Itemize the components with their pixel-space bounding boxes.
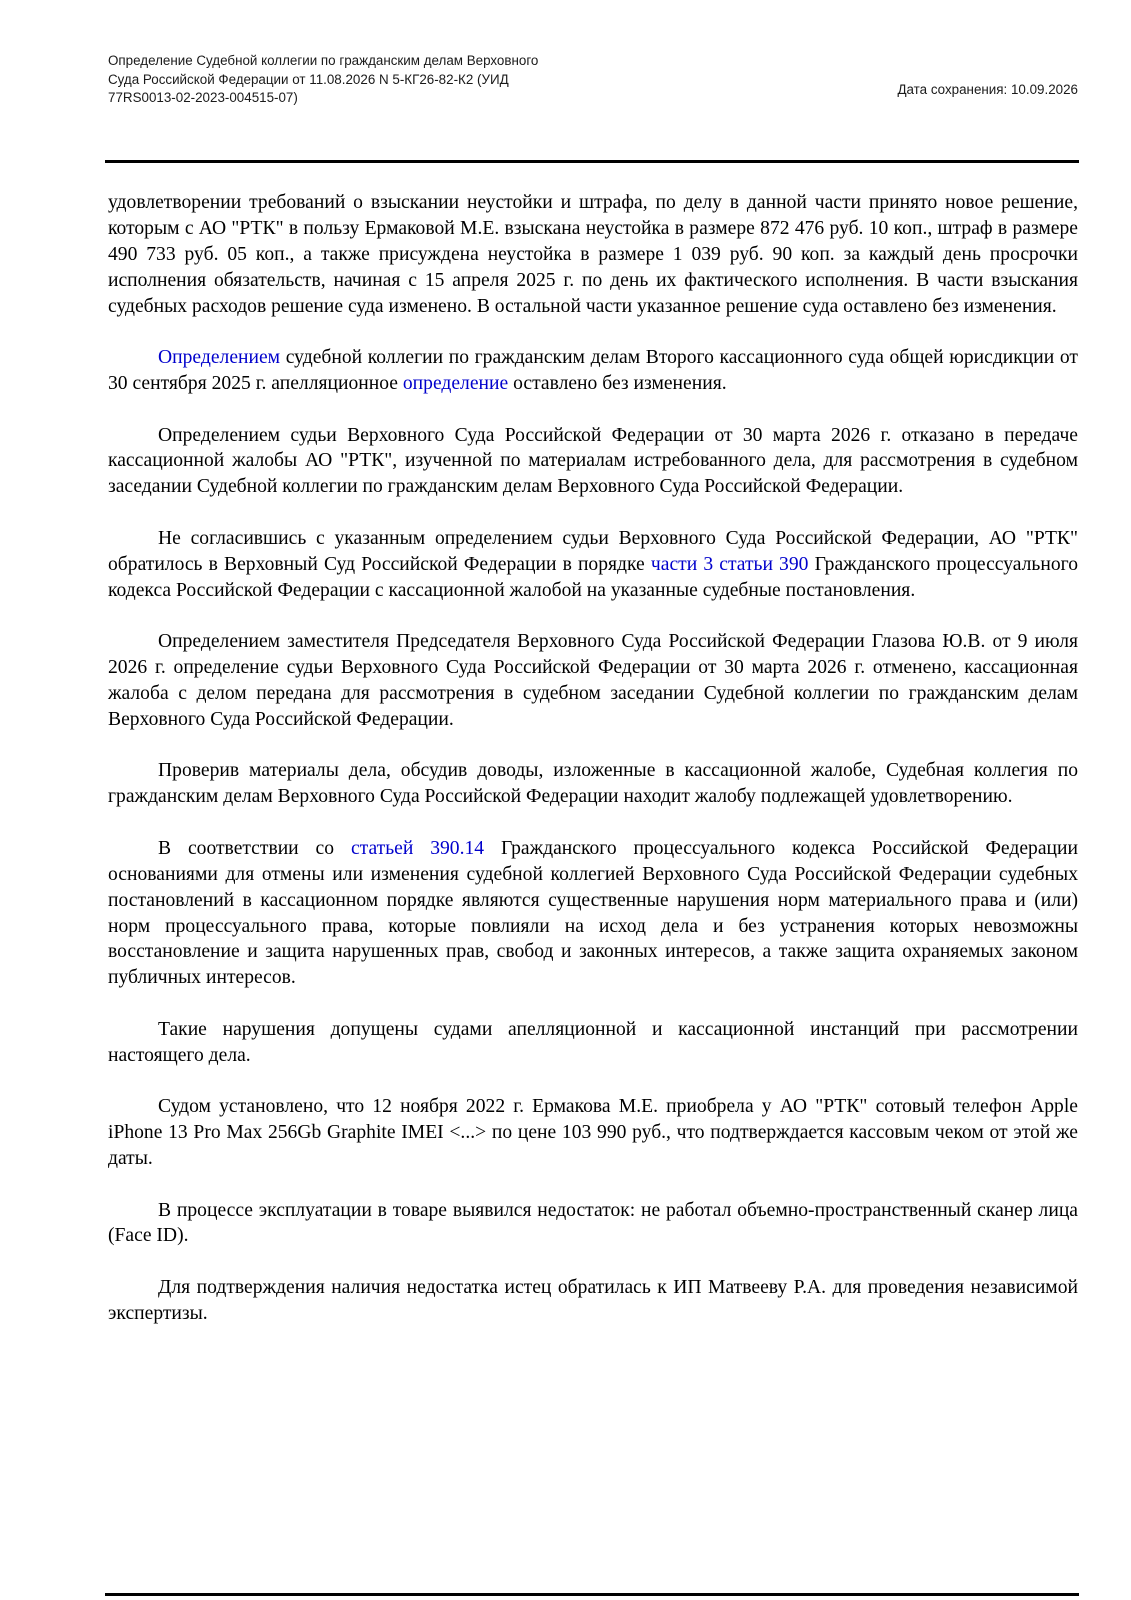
paragraph-text: Гражданского процессуального кодекса Российской Федерации основаниями для отмены или изменения судебной коллегией Верховного Суда Российской Федерации судебных постановлений в кассационном порядке являются существенные нарушения норм материального права и (или) норм процессуального права, которые повлияли на исход дела и без устранения которых невозможны восстановление и защита нарушенных прав, свобод и законных интересов, а также защита охраняемых законом публичных интересов. bbox=[108, 837, 1078, 989]
paragraph-2 bbox=[108, 345, 1078, 397]
link-determination[interactable]: Определением bbox=[158, 347, 281, 369]
document-title-line: 77RS0013-02-2023-004515-07) bbox=[108, 90, 298, 105]
paragraph-5: Определением заместителя Председателя Верховного Суда Российской Федерации Глазова Ю.В. от 9 июля 2026 г. определение судьи Верховного Суда Российской Федерации от 30 марта 2026 г. отменено, кассационная жалоба с делом передана для рассмотрения в судебном заседании Судебной коллегии по гражданским делам Верховного Суда Российской Федерации. bbox=[108, 631, 1078, 730]
link-appeal-determination[interactable]: определение bbox=[402, 373, 509, 395]
paragraph-10: В процессе эксплуатации в товаре выявился недостаток: не работал объемно-пространственный сканер лица (Face ID). bbox=[108, 1199, 1078, 1247]
document-title bbox=[108, 52, 608, 108]
paragraph-8: Такие нарушения допущены судами апелляционной и кассационной инстанций при рассмотрении настоящего дела. bbox=[108, 1018, 1078, 1066]
paragraph-text: В соответствии со bbox=[158, 837, 351, 859]
page-header bbox=[108, 52, 1078, 110]
link-article-390-part-3[interactable]: части 3 статьи 390 bbox=[650, 553, 809, 575]
paragraph-text: судебной коллегии по гражданским делам Второго кассационного суда общей юрисдикции от 30 сентября 2025 г. апелляционное bbox=[108, 347, 1078, 395]
paragraph-1: удовлетворении требований о взыскании неустойки и штрафа, по делу в данной части принято новое решение, которым с АО "РТК" в пользу Ермаковой М.Е. взыскана неустойка в размере 872 476 руб. 10 коп., штраф в размере 490 733 руб. 05 коп., а также присуждена неустойка в размере 1 039 руб. 90 коп. за каждый день просрочки исполнения обязательств, начиная с 15 апреля 2025 г. по день их фактического исполнения. В части взыскания судебных расходов решение суда изменено. В остальной части указанное решение суда оставлено без изменения. bbox=[108, 192, 1078, 317]
paragraph-text: Не согласившись с указанным определением судьи Верховного Суда Российской Федерации, АО "РТК" обратилось в Верховный Суд Российской Федерации в порядке bbox=[108, 527, 1078, 575]
paragraph-7 bbox=[108, 836, 1078, 991]
paragraph-3: Определением судьи Верховного Суда Российской Федерации от 30 марта 2026 г. отказано в передаче кассационной жалобы АО "РТК", изученной по материалам истребованного дела, для рассмотрения в судебном заседании Судебной коллегии по гражданским делам Верховного Суда Российской Федерации. bbox=[108, 424, 1078, 498]
paragraph-6: Проверив материалы дела, обсудив доводы, изложенные в кассационной жалобе, Судебная коллегия по гражданским делам Верховного Суда Российской Федерации находит жалобу подлежащей удовлетворению. bbox=[108, 760, 1078, 808]
document-title-line: Определение Судебной коллегии по гражданским делам Верховного bbox=[108, 53, 539, 68]
paragraph-text: оставлено без изменения. bbox=[508, 373, 727, 395]
document-title-line: Суда Российской Федерации от 11.08.2026 N 5-КГ26-82-К2 (УИД bbox=[108, 71, 509, 87]
paragraph-9: Судом установлено, что 12 ноября 2022 г. Ермакова М.Е. приобрела у АО "РТК" сотовый телефон Apple iPhone 13 Pro Max 256Gb Graphite IMEI <...> по цене 103 990 руб., что подтверждается кассовым чеком от этой же даты. bbox=[108, 1096, 1078, 1170]
paragraph-text: Гражданского процессуального кодекса Российской Федерации с кассационной жалобой на указанные судебные постановления. bbox=[108, 553, 1078, 601]
header-divider bbox=[105, 160, 1079, 163]
save-date: Дата сохранения: 10.09.2026 bbox=[897, 82, 1078, 97]
paragraph-4 bbox=[108, 526, 1078, 604]
footer-divider bbox=[105, 1593, 1079, 1596]
document-body bbox=[108, 190, 1078, 1352]
paragraph-11: Для подтверждения наличия недостатка истец обратилась к ИП Матвееву Р.А. для проведения независимой экспертизы. bbox=[108, 1276, 1078, 1324]
link-article-390-14[interactable]: статьей 390.14 bbox=[350, 837, 485, 859]
